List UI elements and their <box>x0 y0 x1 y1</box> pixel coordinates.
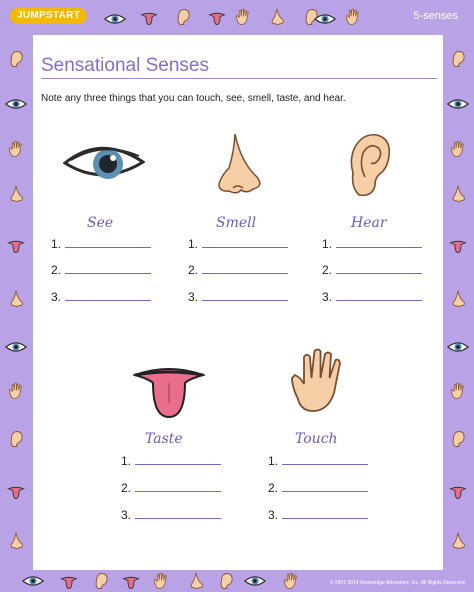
category-tag[interactable]: 5-senses <box>413 10 458 22</box>
hand-icon <box>280 572 302 590</box>
eye-icon <box>244 572 266 590</box>
ear-icon <box>215 572 237 590</box>
answer-line[interactable]: 2. <box>268 481 368 495</box>
title-divider <box>41 78 437 79</box>
ear-icon <box>447 50 469 68</box>
eye-icon <box>22 572 44 590</box>
sense-label-hear: Hear <box>351 215 387 231</box>
blank[interactable] <box>202 237 288 248</box>
blank[interactable] <box>65 290 151 301</box>
nose-icon <box>447 290 469 308</box>
tongue-icon <box>5 236 27 254</box>
answer-line[interactable]: 3. <box>51 290 151 304</box>
sense-label-see: See <box>87 215 114 231</box>
tongue-icon <box>133 359 205 419</box>
copyright-notice: © 2007-2014 Knowledge Adventure, Inc. All Rights Reserved. <box>329 580 466 586</box>
answer-line[interactable]: 1. <box>51 237 151 251</box>
blank[interactable] <box>336 237 422 248</box>
eye-icon <box>5 95 27 113</box>
answer-line[interactable]: 1. <box>188 237 288 251</box>
answer-line[interactable]: 3. <box>268 508 368 522</box>
hand-icon <box>447 382 469 400</box>
tongue-icon <box>447 236 469 254</box>
tongue-icon <box>206 8 228 26</box>
nose-icon <box>5 185 27 203</box>
answer-line[interactable]: 2. <box>188 263 288 277</box>
blank[interactable] <box>202 263 288 274</box>
instructions: Note any three things that you can touch, see, smell, taste, and hear. <box>41 93 346 104</box>
hand-icon <box>232 8 254 26</box>
eye-icon <box>104 10 126 28</box>
ear-icon <box>172 8 194 26</box>
ear-icon <box>447 430 469 448</box>
hand-icon <box>5 140 27 158</box>
blank[interactable] <box>135 454 221 465</box>
ear-icon <box>345 131 393 199</box>
tongue-icon <box>5 482 27 500</box>
ear-icon <box>5 430 27 448</box>
hand-icon <box>5 382 27 400</box>
hand-icon <box>447 140 469 158</box>
jumpstart-logo[interactable]: JUMPSTART <box>10 8 87 24</box>
nose-icon <box>213 132 265 200</box>
blank[interactable] <box>135 508 221 519</box>
sense-label-smell: Smell <box>216 215 257 231</box>
answer-line[interactable]: 3. <box>322 290 422 304</box>
sense-label-taste: Taste <box>145 431 183 447</box>
blank[interactable] <box>282 454 368 465</box>
tongue-icon <box>447 482 469 500</box>
tongue-icon <box>58 572 80 590</box>
answer-line[interactable]: 2. <box>121 481 221 495</box>
nose-icon <box>5 532 27 550</box>
eye-icon <box>447 95 469 113</box>
nose-icon <box>266 8 288 26</box>
answer-line[interactable]: 1. <box>322 237 422 251</box>
nose-icon <box>447 532 469 550</box>
blank[interactable] <box>65 263 151 274</box>
hand-icon <box>342 8 364 26</box>
blank[interactable] <box>65 237 151 248</box>
blank[interactable] <box>336 263 422 274</box>
eye-icon <box>447 338 469 356</box>
blank[interactable] <box>336 290 422 301</box>
eye-icon <box>63 138 145 186</box>
tongue-icon <box>120 572 142 590</box>
blank[interactable] <box>202 290 288 301</box>
answer-line[interactable]: 3. <box>188 290 288 304</box>
blank[interactable] <box>282 481 368 492</box>
eye-icon <box>5 338 27 356</box>
blank[interactable] <box>135 481 221 492</box>
nose-icon <box>185 572 207 590</box>
page-title: Sensational Senses <box>41 55 209 76</box>
nose-icon <box>447 185 469 203</box>
answer-line[interactable]: 3. <box>121 508 221 522</box>
ear-icon <box>90 572 112 590</box>
tongue-icon <box>138 8 160 26</box>
answer-line[interactable]: 2. <box>322 263 422 277</box>
eye-icon <box>314 10 336 28</box>
sense-label-touch: Touch <box>295 431 338 447</box>
ear-icon <box>5 50 27 68</box>
answer-line[interactable]: 2. <box>51 263 151 277</box>
blank[interactable] <box>282 508 368 519</box>
nose-icon <box>5 290 27 308</box>
top-banner <box>0 0 474 34</box>
worksheet-panel <box>33 35 443 570</box>
hand-icon <box>150 572 172 590</box>
answer-line[interactable]: 1. <box>268 454 368 468</box>
hand-icon <box>283 345 355 417</box>
answer-line[interactable]: 1. <box>121 454 221 468</box>
